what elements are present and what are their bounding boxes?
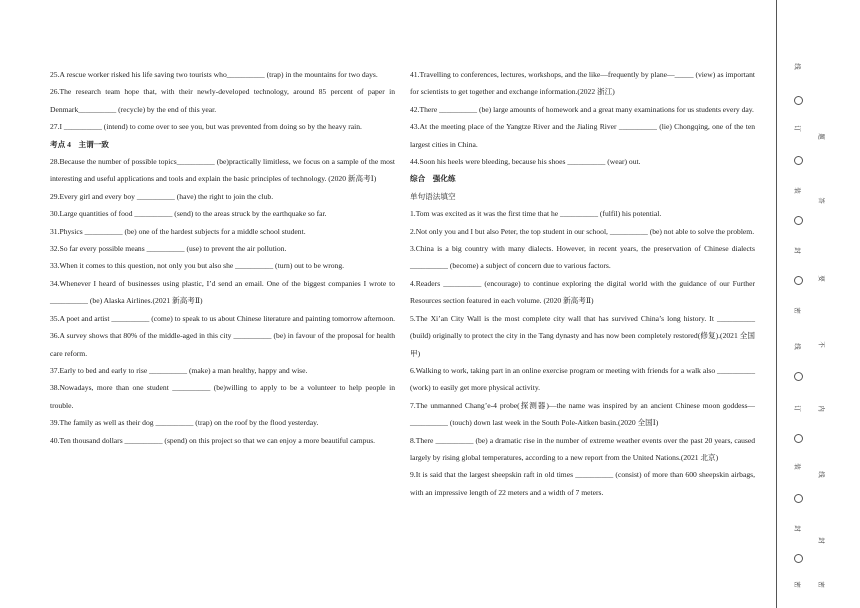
question-35: 35.A poet and artist __________ (come) to speak to us about Chinese literature and painting tomorrow afternoon. [50,313,396,323]
notice-char: 密 [817,581,825,588]
question-34: 34.Whenever I heard of businesses using plastic, I’d send an email. One of the biggest companies I wrote to __________ (be) Alaska Airlines.(2021 新高考Ⅱ) [50,278,395,306]
notice-char: 答 [817,197,825,204]
question-37: 37.Early to bed and early to rise __________ (make) a man healthy, happy and wise. [50,365,308,375]
notice-char: 不 [817,341,825,348]
question-33: 33.When it comes to this question, not only you but also she __________ (turn) out to be wrong. [50,261,345,271]
binding-hole-icon [794,434,803,443]
notice-char: 题 [817,133,825,140]
question-27: 27.I __________ (intend) to come over to see you, but was prevented from doing so by the heavy rain. [50,122,362,132]
exercise-6: 6.Walking to work, taking part in an online exercise program or meeting with friends for a walk also __________ (work) to easily get more physical activity. [410,365,755,393]
binding-margin [770,0,860,608]
binding-mark: 装 [793,463,801,470]
notice-char: 要 [817,275,825,282]
question-39: 39.The family as well as their dog __________ (trap) on the roof by the flood yesterday. [50,418,319,428]
binding-hole-icon [794,156,803,165]
notice-char: 内 [817,405,825,412]
exercise-2: 2.Not only you and I but also Peter, the top student in our school, __________ (be) not able to solve the problem. [410,226,755,236]
section-subheading-fill-blank: 单句语法填空 [410,191,456,201]
question-29: 29.Every girl and every boy __________ (have) the right to join the club. [50,191,274,201]
section-heading-point4: 考点 4 主谓一致 [50,139,109,149]
binding-mark: 线 [793,343,801,350]
binding-hole-icon [794,276,803,285]
binding-mark: 封 [793,247,801,254]
question-26: 26.The research team hope that, with their newly-developed technology, around 85 percent of paper in Denmark__________ (recycle) by the end of this year. [50,87,395,114]
binding-mark: 密 [793,581,801,588]
binding-mark: 订 [793,125,801,132]
binding-hole-icon [794,216,803,225]
exercise-4: 4.Readers __________ (encourage) to continue exploring the digital world with the guidance of our Further Resources section featured in each volume. (2020 新高考Ⅱ) [410,278,755,306]
binding-mark: 装 [793,187,801,194]
notice-char: 封 [817,537,825,544]
question-40: 40.Ten thousand dollars __________ (spend) on this project so that we can enjoy a more beautiful campus. [50,435,376,445]
binding-hole-icon [794,554,803,563]
question-25: 25.A rescue worker risked his life saving two tourists who__________ (trap) in the mountains for two days. [50,70,378,79]
question-41: 41.Travelling to conferences, lectures, workshops, and the like—frequently by plane—_____ (view) as important for scientists to get together and exchange information.(2022 浙江) [410,70,755,97]
left-column [50,66,395,449]
binding-line [776,0,777,608]
question-32: 32.So far every possible means __________ (use) to prevent the air pollution. [50,244,287,254]
binding-hole-icon [794,494,803,503]
question-43: 43.At the meeting place of the Yangtze River and the Jialing River __________ (lie) Chongqing, one of the ten largest cities in China. [410,122,755,149]
question-38: 38.Nowadays, more than one student __________ (be)willing to apply to be a volunteer to help people in trouble. [50,383,395,410]
section-heading-comprehensive: 综合 强化练 [410,174,456,184]
question-44: 44.Soon his heels were bleeding, because his shoes __________ (wear) out. [410,157,641,167]
exercise-1: 1.Tom was excited as it was the first time that he __________ (fulfil) his potential. [410,209,662,219]
binding-mark: 密 [793,307,801,314]
notice-char: 线 [817,471,825,478]
question-28: 28.Because the number of possible topics__________ (be)practically limitless, we focus on a sample of the most interesting and useful applications and tools and explain the basic principles of technology. (2020 新高考Ⅰ) [50,157,395,184]
question-30: 30.Large quantities of food __________ (send) to the areas struck by the earthquake so far. [50,209,327,219]
exercise-7: 7.The unmanned Chang’e-4 probe(探测器)—the name was inspired by an ancient Chinese moon goddess—__________ (touch) down last week in the South Pole-Aitken basin.(2020 全国Ⅰ) [410,400,755,428]
exercise-8: 8.There __________ (be) a dramatic rise in the number of extreme weather events over the past 20 years, caused largely by rising global temperatures, according to a new report from the United Nations.(2021 北京) [410,435,755,462]
question-36: 36.A survey shows that 80% of the middle-aged in this city __________ (be) in favour of the proposal for health care reform. [50,331,395,358]
binding-mark: 线 [793,63,801,70]
binding-mark: 封 [793,525,801,532]
right-column [410,66,755,501]
exercise-9: 9.It is said that the largest sheepskin raft in old times __________ (consist) of more than 600 sheepskin airbags, with an impressive length of 22 meters and a width of 7 meters. [410,470,755,497]
exercise-5: 5.The Xi’an City Wall is the most complete city wall that has survived China’s long history. It __________ (build) originally to protect the city in the Tang dynasty and has now been completely restored(修复).(2021 全国甲) [410,313,755,358]
binding-mark: 订 [793,405,801,412]
exercise-3: 3.China is a big country with many dialects. However, in recent years, the preservation of Chinese dialects __________ (become) a subject of concern due to various factors. [410,244,755,271]
binding-hole-icon [794,96,803,105]
question-31: 31.Physics __________ (be) one of the hardest subjects for a middle school student. [50,226,306,236]
question-42: 42.There __________ (be) large amounts of homework and a great many examinations for us students every day. [410,104,754,114]
binding-hole-icon [794,372,803,381]
